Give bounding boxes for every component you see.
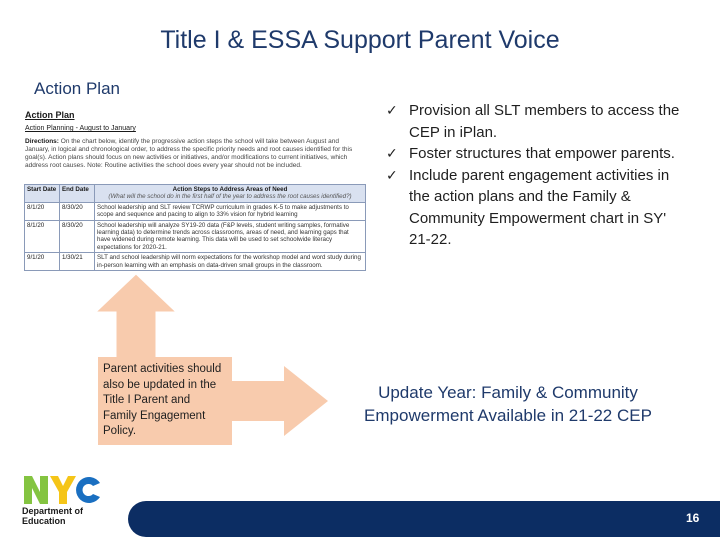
doc-subtitle: Action Planning - August to January bbox=[25, 125, 136, 132]
doc-title: Action Plan bbox=[25, 110, 75, 120]
checkmark-icon: ✓ bbox=[386, 102, 398, 118]
table-row bbox=[25, 220, 366, 253]
row-action-step: SLT and school leadership will norm expectations for the workshop model and word study during in-person learning with an emphasis on data-driven small groups in the classroom. bbox=[95, 253, 366, 271]
section-label: Action Plan bbox=[34, 79, 120, 98]
footer-bar bbox=[128, 501, 720, 537]
table-row bbox=[25, 202, 366, 220]
logo-line-2: Education bbox=[22, 516, 66, 526]
col-start-date: Start Date bbox=[25, 185, 60, 203]
col-action-steps-note: (What will the school do in the first half of the year to address the root causes identified?) bbox=[108, 193, 352, 201]
right-arrow-icon bbox=[232, 366, 328, 436]
checklist bbox=[386, 100, 686, 251]
doc-directions-text: On the chart below, identify the progressive action steps the school will take between August and January, in logical and chronological order, to address the specific priority needs and root causes identified for this goal(s). Action plans should focus on new activities or initiatives, and/or modifications to current initiatives, which address root causes. Note: Routine activities the school does every year should not be included. bbox=[25, 138, 353, 169]
checklist-item-text: Include parent engagement activities in the action plans and the Family & Community Empowerment chart in SY' 21-22. bbox=[409, 166, 670, 248]
checkmark-icon: ✓ bbox=[386, 166, 398, 183]
row-end-date: 8/30/20 bbox=[60, 220, 95, 253]
page-number: 16 bbox=[686, 511, 700, 525]
update-year-callout bbox=[345, 381, 671, 427]
checkmark-icon: ✓ bbox=[386, 145, 398, 161]
nyc-logo-icon bbox=[22, 474, 102, 506]
row-end-date: 8/30/20 bbox=[60, 202, 95, 220]
update-line-2: Empowerment Available in 21-22 CEP bbox=[364, 406, 652, 425]
doc-directions bbox=[25, 138, 365, 170]
checklist-item bbox=[386, 143, 686, 165]
update-line-1: Update Year: Family & Community bbox=[378, 383, 638, 402]
parent-activities-note: Parent activities should also be updated in the Title I Parent and Family Engagement Policy. bbox=[98, 357, 232, 445]
logo-line-1: Department of bbox=[22, 506, 84, 516]
action-plan-document bbox=[24, 108, 368, 276]
table-row bbox=[25, 253, 366, 271]
row-action-step: School leadership will analyze SY19-20 data (F&P levels, student writing samples, formative learning data) to determine trends across classrooms, areas of need, and learning gaps that have widened during remote learning. This data will be used to set schoolwide literacy expectations for 2020-21. bbox=[95, 220, 366, 253]
doc-directions-label: Directions: bbox=[25, 138, 59, 145]
row-action-step: School leadership and SLT review TCRWP curriculum in grades K-5 to make adjustments to scope and sequence and pacing to align to 33% vision for hybrid learning bbox=[95, 202, 366, 220]
checklist-item-text: Provision all SLT members to access the CEP in iPlan. bbox=[409, 102, 680, 141]
row-start-date: 9/1/20 bbox=[25, 253, 60, 271]
col-action-steps-label: Action Steps to Address Areas of Need bbox=[172, 186, 288, 193]
checklist-item-text: Foster structures that empower parents. bbox=[409, 145, 675, 162]
row-start-date: 8/1/20 bbox=[25, 220, 60, 253]
checklist-item bbox=[386, 100, 686, 143]
table-header-row bbox=[25, 185, 366, 203]
row-start-date: 8/1/20 bbox=[25, 202, 60, 220]
col-action-steps bbox=[95, 185, 366, 203]
action-steps-table bbox=[24, 184, 366, 271]
slide-title: Title I & ESSA Support Parent Voice bbox=[160, 26, 560, 54]
checklist-item bbox=[386, 165, 686, 251]
up-arrow-icon bbox=[94, 272, 178, 358]
row-end-date: 1/30/21 bbox=[60, 253, 95, 271]
nyc-doe-logo bbox=[22, 474, 102, 526]
col-end-date: End Date bbox=[60, 185, 95, 203]
